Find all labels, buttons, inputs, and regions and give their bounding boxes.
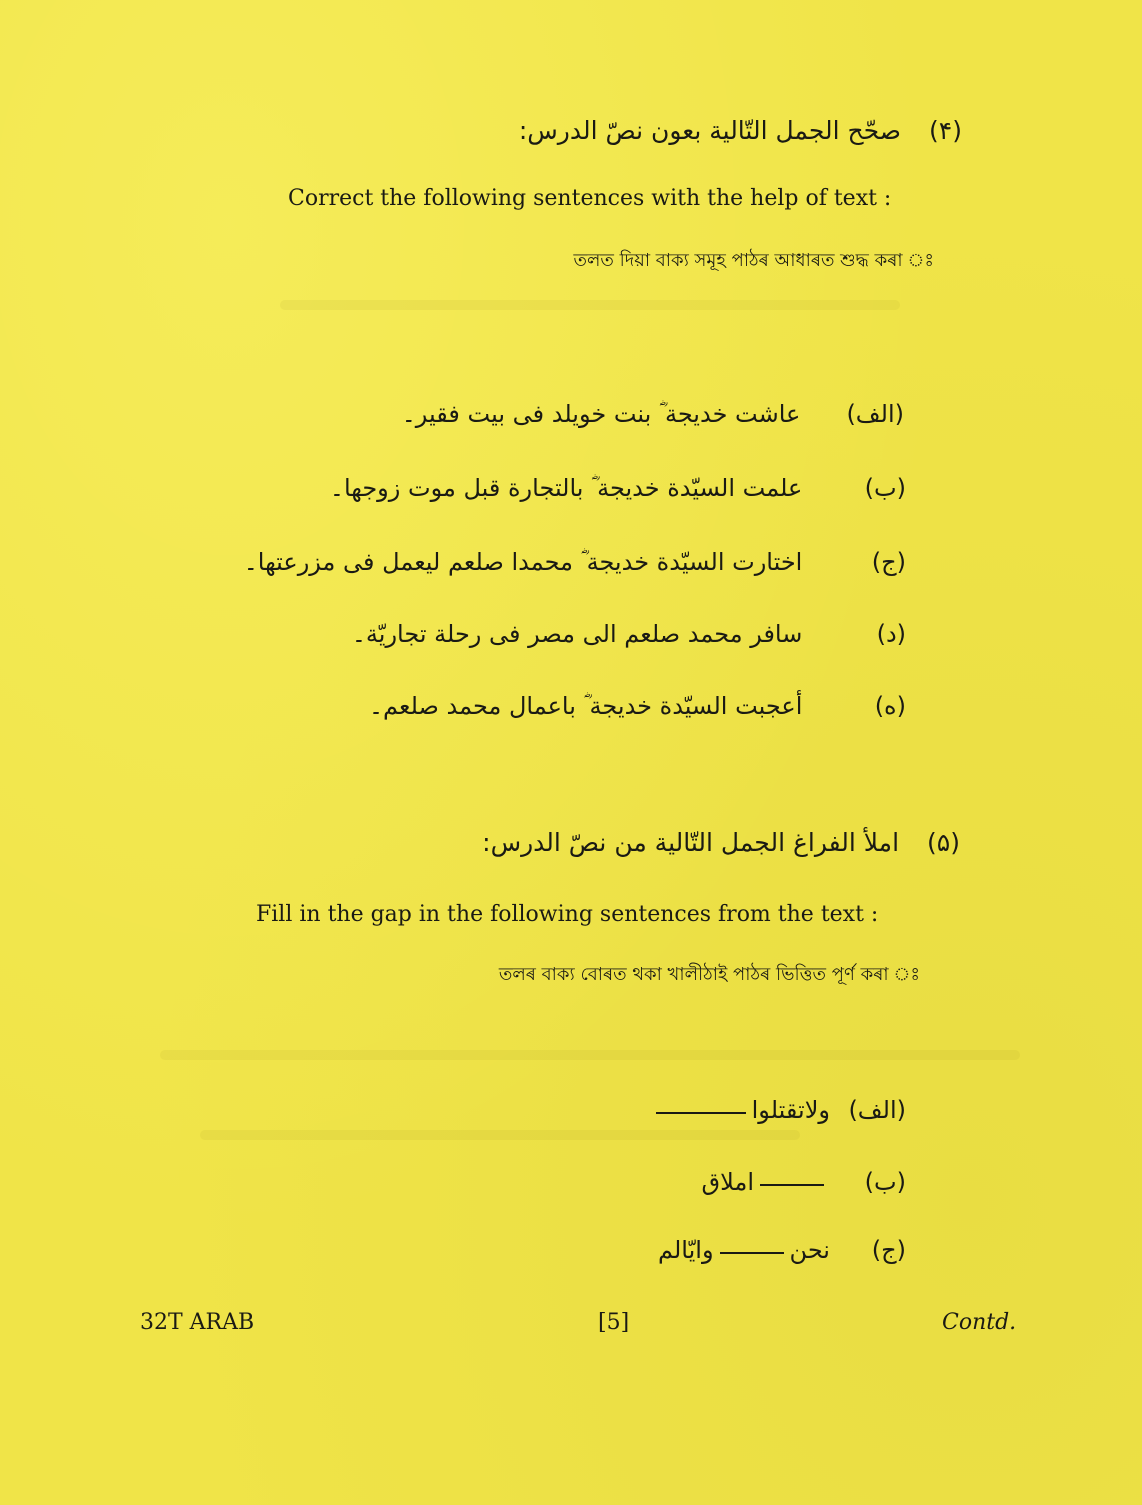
- q5-item: [702, 1168, 906, 1196]
- show-through-mark: [200, 1130, 800, 1140]
- q4-item: [369, 692, 906, 720]
- answer-blank[interactable]: [760, 1184, 824, 1186]
- q4-item: [352, 620, 906, 648]
- item-label: (الف): [846, 400, 904, 428]
- item-label: (ج): [871, 1236, 906, 1264]
- q4-number: (۴): [929, 116, 962, 145]
- continued-note: Contd.: [942, 1310, 1017, 1335]
- item-label: (الف): [848, 1096, 906, 1124]
- q4-heading: [519, 116, 962, 145]
- q4-english-instruction: Correct the following sentences with the help of text :: [288, 186, 892, 211]
- q5-assamese-instruction: তলৰ বাক্য বোৰত থকা খালীঠাই পাঠৰ ভিত্তিত পূৰ্ণ কৰা ঃ: [498, 964, 920, 985]
- q4-item: [330, 474, 906, 502]
- answer-blank[interactable]: [656, 1112, 746, 1114]
- item-text-after: املاق: [701, 1168, 754, 1196]
- item-text: سافر محمد صلعم الى مصر فى رحلة تجاريّة۔: [351, 620, 803, 648]
- q5-heading: [482, 828, 960, 857]
- q4-item: [244, 548, 906, 576]
- show-through-mark: [280, 300, 900, 310]
- q5-english-instruction: Fill in the gap in the following sentences from the text :: [256, 902, 879, 927]
- answer-blank[interactable]: [720, 1252, 784, 1254]
- q5-arabic-instruction: املأ الفراغ الجمل التّالية من نصّ الدرس:: [482, 828, 900, 857]
- item-text: اختارت السيّدة خديجة ؓ محمدا صلعم ليعمل فى مزرعتها۔: [243, 548, 803, 576]
- paper-code: 32T ARAB: [140, 1310, 255, 1335]
- item-text-after: وايّالم: [658, 1236, 714, 1264]
- q5-number: (۵): [927, 828, 960, 857]
- item-text: أعجبت السيّدة خديجة ؓ باعمال محمد صلعم۔: [368, 692, 803, 720]
- item-label: (ه): [874, 692, 906, 720]
- q5-item: [658, 1236, 906, 1264]
- item-text: عاشت خديجة ؓ بنت خويلد فى بيت فقير۔: [401, 400, 801, 428]
- item-text-before: ولاتقتلوا: [751, 1096, 830, 1124]
- show-through-mark: [160, 1050, 1020, 1060]
- page-number: [5]: [598, 1310, 630, 1335]
- q4-item: [402, 400, 904, 428]
- item-label: (د): [876, 620, 906, 648]
- q4-arabic-instruction: صحّح الجمل التّالية بعون نصّ الدرس:: [518, 116, 902, 145]
- q4-assamese-instruction: তলত দিয়া বাক্য সমূহ পাঠৰ আধাৰত শুদ্ধ কৰা ঃ: [573, 250, 934, 271]
- item-label: (ب): [864, 1168, 906, 1196]
- q5-item: [650, 1096, 906, 1124]
- item-text-before: نحن: [789, 1236, 830, 1264]
- item-text: علمت السيّدة خديجة ؓ بالتجارة قبل موت زوجها۔: [329, 474, 803, 502]
- item-label: (ج): [871, 548, 906, 576]
- item-label: (ب): [864, 474, 906, 502]
